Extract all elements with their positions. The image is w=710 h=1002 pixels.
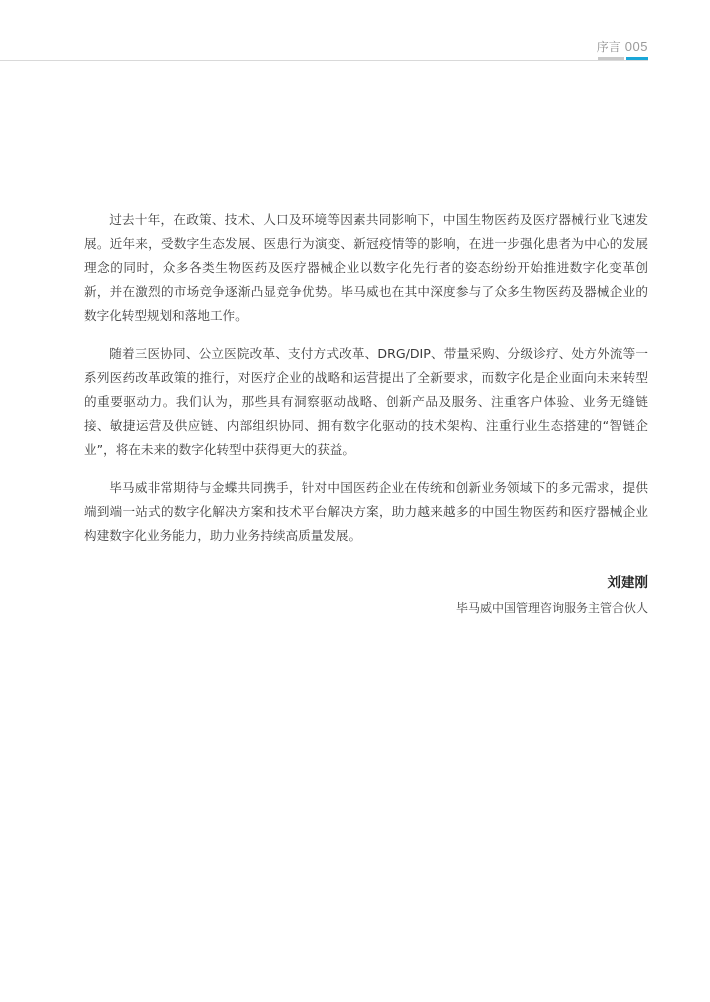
preface-body [84, 208, 648, 562]
running-header [597, 38, 648, 55]
paragraph-3: 毕马威非常期待与金蝶共同携手，针对中国医药企业在传统和创新业务领域下的多元需求，提供端到端一站式的数字化解决方案和技术平台解决方案，助力越来越多的中国生物医药和医疗器械企业构建数字化业务能力，助力业务持续高质量发展。 [84, 480, 648, 543]
page-number: 005 [624, 39, 648, 54]
paragraph-2: 随着三医协同、公立医院改革、支付方式改革、DRG/DIP、带量采购、分级诊疗、处方外流等一系列医药改革政策的推行，对医疗企业的战略和运营提出了全新要求，而数字化是企业面向未来转型的重要驱动力。我们认为，那些具有洞察驱动战略、创新产品及服务、注重客户体验、业务无缝链接、敏捷运营及供应链、内部组织协同、拥有数字化驱动的技术架构、注重行业生态搭建的“智链企业”，将在未来的数字化转型中获得更大的获益。 [84, 346, 648, 457]
paragraph-1: 过去十年，在政策、技术、人口及环境等因素共同影响下，中国生物医药及医疗器械行业飞速发展。近年来，受数字生态发展、医患行为演变、新冠疫情等的影响，在进一步强化患者为中心的发展理念的同时，众多各类生物医药及医疗器械企业以数字化先行者的姿态纷纷开始推进数字化变革创新，并在激烈的市场竞争逐渐凸显竞争优势。毕马威也在其中深度参与了众多生物医药及器械企业的数字化转型规划和落地工作。 [84, 212, 648, 323]
signature-block [456, 573, 648, 617]
signatory-title: 毕马威中国管理咨询服务主管合伙人 [455, 601, 648, 615]
signatory-name: 刘建刚 [607, 575, 648, 591]
header-accent-blue [626, 57, 648, 60]
header-accent-gray [598, 57, 624, 60]
header-rule [0, 60, 648, 61]
section-title: 序言 [596, 40, 621, 54]
